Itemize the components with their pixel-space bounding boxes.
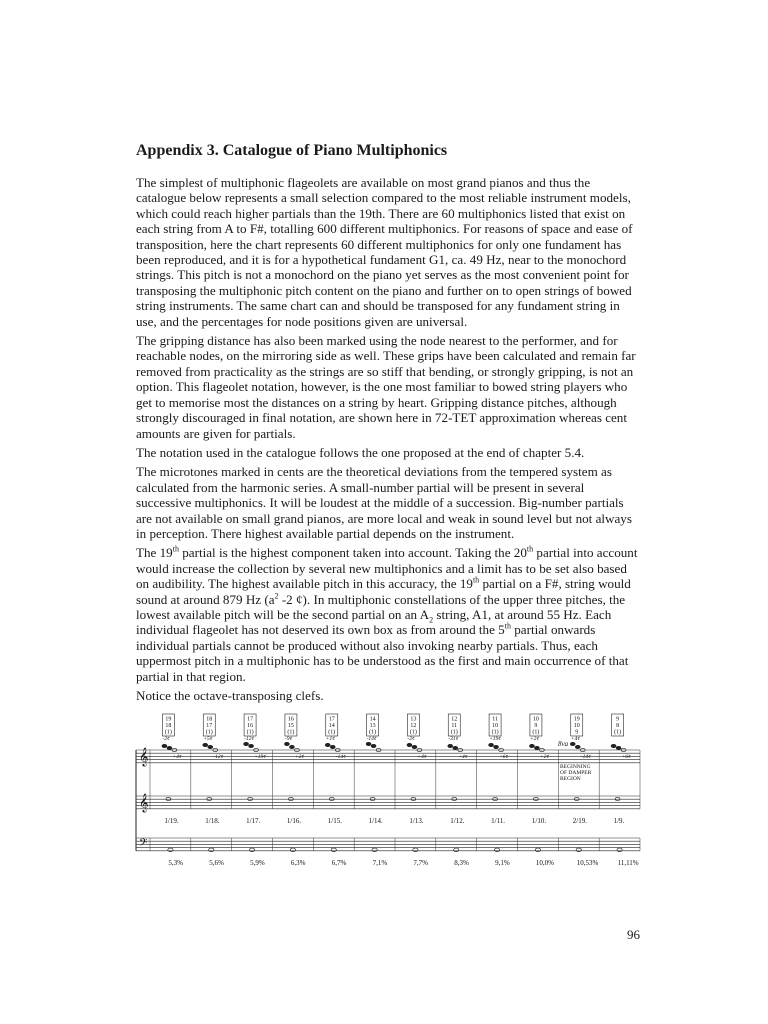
notehead [162, 744, 167, 747]
partial-number: 16 [287, 716, 294, 723]
paragraph-gripping: The gripping distance has also been marked using the node nearest to the performer, and for reachable nodes, on the mirroring side as well. These grips have been calculated and remain far removed from practicality as the strings are so stiff that bending, or strongly gripping, is not an option. This flageolet notation, however, is the one most familiar to bowed string players who get to memorise most the distances on a string by heart. Gripping distance pitches, although strongly discouraged in final notation, are shown here in 72-TET approximation whereas cent amounts are given for partials. [136, 333, 636, 441]
partial-box [326, 714, 338, 736]
page-number: 96 [627, 927, 640, 942]
bass-clef: 𝄢 [139, 836, 148, 851]
damper-label-line: REGION [560, 776, 581, 782]
appendix-heading: Appendix 3. Catalogue of Piano Multiphonics [136, 142, 448, 159]
partial-number: 13 [410, 716, 417, 723]
treble-clef: 𝄞 [139, 795, 149, 812]
partial-number: 18 [165, 723, 172, 730]
partial-number: 9 [575, 729, 579, 736]
partial-number: 18 [206, 716, 213, 723]
node-fraction: 2/19. [572, 817, 587, 825]
node-percentage: 10,0% [535, 859, 555, 867]
node-fraction: 1/10. [531, 817, 547, 825]
node-percentage: 6,3% [290, 859, 306, 867]
partial-number: (1) [409, 729, 417, 736]
partial-number: (1) [246, 729, 254, 736]
partial-number: 10 [573, 723, 580, 730]
partial-box [612, 714, 624, 736]
cent-deviation: +2¢ [529, 736, 540, 742]
partial-number: 17 [206, 723, 213, 730]
node-percentage: 6,7% [331, 859, 347, 867]
ottava-marking: 8va [558, 740, 569, 748]
partial-number: 9 [616, 716, 620, 723]
node-percentage: 10,53% [576, 859, 599, 867]
partial-number: 11 [492, 716, 498, 723]
node-fraction: 1/14. [368, 817, 383, 825]
node-percentage: 11,11% [617, 859, 639, 867]
paragraph-partials: The 19th partial is the highest component taken into account. Taking the 20th partial into account would increase the collection by several new multiphonics and a limit has to be set also based on audibility. The highest available pitch in this accuracy, the 19th partial on a F#, string would sound at around 879 Hz ($a^2$ -2 ¢). In multiphonic constellations of the upper three pitches, the lowest available pitch will be the second partial on an $A_2$ string, A1, at around 55 Hz. Each individual flageolet has not deserved its own box as from around the 5th partial onwards individual partials cannot be produced without also invoking nearby partials. Thus, each uppermost pitch in a multiphonic has to be understood as the first and main occurrence of that partial in that region. [136, 544, 638, 684]
treble-clef-8va: 𝄞 [139, 749, 149, 766]
notehead [330, 745, 335, 748]
cent-deviation: -14¢ [580, 754, 591, 760]
cent-deviation: -12¢ [244, 736, 255, 742]
clefs [139, 748, 148, 851]
notehead [448, 744, 453, 747]
notehead [407, 743, 412, 746]
multiphonics-notation [130, 710, 644, 872]
node-fraction: 1/15. [327, 817, 342, 825]
partial-box [285, 714, 297, 736]
partial-number: (1) [369, 729, 377, 736]
paragraph-intro: The simplest of multiphonic flageolets are available on most grand pianos and thus the catalogue below represents a small selection compared to the most reliable instrument models, which could reach higher partials than the 19th. There are 60 multiphonics listed that exist on each string from A to F#, totalling 600 different multiphonics. For reasons of space and ease of transposition, here the chart represents 60 different multiphonics for only one fundament has been reproduced, and it is for a hypothetical fundament G1, ca. 49 Hz, near to the monochord strings. This pitch is not a monochord on the piano yet serves as the most convenient point for transposing the multiphonic pitch content on the piano and further on to open strings of bowed string instruments. The same chart can and should be transposed for any fundament string in use, and the percentages for node positions given are universal. [136, 175, 633, 329]
cent-deviation: +19¢ [489, 736, 502, 742]
node-fraction: 1/13. [409, 817, 424, 825]
node-fraction: 1/18. [205, 817, 220, 825]
paragraph-microtones: The microtones marked in cents are the theoretical deviations from the tempered system as calculated from the harmonic series. A small-number partial will be present in several successive multiphonics. It will be loudest at the middle of a succession. Big-number partials are not available on small grand pianos, are more local and weak in sound level but not always in perception. There highest available partial depends on the instrument. [136, 464, 632, 541]
cent-deviation: +4¢ [458, 754, 468, 760]
partial-number: (1) [532, 729, 540, 736]
cent-deviation: +2¢ [539, 754, 550, 760]
partial-boxes [162, 714, 623, 736]
notehead [249, 744, 254, 747]
partial-number: 19 [165, 716, 172, 723]
partial-box [244, 714, 256, 736]
partial-box [448, 714, 460, 736]
cent-deviation: -31¢ [448, 736, 459, 742]
partial-box [571, 714, 583, 736]
notehead [535, 746, 540, 749]
node-fraction: 1/11. [491, 817, 506, 825]
partial-number: 12 [451, 716, 458, 723]
partial-number: 10 [532, 716, 539, 723]
notehead [570, 742, 575, 745]
node-fraction: 1/16. [286, 817, 302, 825]
cent-deviation: -2¢ [407, 736, 415, 742]
paragraph-clefs: Notice the octave-transposing clefs. [136, 688, 324, 703]
notehead [371, 744, 376, 747]
paragraph-notation: The notation used in the catalogue follows the one proposed at the end of chapter 5.4. [136, 444, 585, 460]
node-fraction: 1/9. [613, 817, 625, 825]
cent-deviation: -14¢ [335, 754, 346, 760]
cent-deviation: +4¢ [172, 754, 182, 760]
partial-number: 17 [328, 716, 335, 723]
cent-deviation: -12¢ [213, 754, 224, 760]
node-fractions [164, 817, 624, 825]
notehead [285, 742, 290, 745]
notehead [208, 745, 213, 748]
cent-deviation: -9¢ [284, 736, 293, 742]
damper-region-label [560, 764, 592, 782]
partial-box [489, 714, 501, 736]
notehead [325, 743, 330, 746]
partial-number: 10 [492, 723, 499, 730]
partial-number: 13 [369, 723, 376, 730]
notehead [611, 744, 616, 747]
partial-box [407, 714, 419, 736]
cent-deviation: +4¢ [417, 754, 427, 760]
damper-label-line: BEGINNING [560, 764, 591, 770]
partial-number: 15 [287, 723, 294, 730]
notehead [616, 746, 621, 749]
notehead [453, 746, 458, 749]
partial-number: (1) [450, 729, 458, 736]
cent-deviation: +4¢ [570, 736, 580, 742]
notehead [203, 743, 208, 746]
notehead [530, 744, 535, 747]
cent-deviation: +1¢ [325, 736, 335, 742]
node-fraction: 1/17. [246, 817, 261, 825]
partial-number: (1) [287, 729, 295, 736]
partial-number: (1) [614, 729, 622, 736]
cent-deviation: -14¢ [366, 736, 377, 742]
partial-number: 14 [369, 716, 376, 723]
notehead [494, 745, 499, 748]
partial-number: (1) [328, 729, 336, 736]
notehead [575, 745, 580, 748]
cent-deviation: +6¢ [621, 754, 631, 760]
cent-deviation: +19¢ [254, 754, 267, 760]
notehead [366, 742, 371, 745]
partial-number: 12 [410, 723, 417, 730]
partial-number: 14 [328, 723, 335, 730]
partial-number: (1) [491, 729, 499, 736]
cent-deviation: +2¢ [294, 754, 305, 760]
damper-label-line: OF DAMPER [560, 770, 592, 776]
cent-deviation: +5¢ [203, 736, 213, 742]
node-percentage: 5,6% [209, 859, 224, 867]
partial-box [530, 714, 542, 736]
node-percentages [168, 859, 638, 867]
node-fraction: 1/12. [450, 817, 465, 825]
notehead [167, 746, 172, 749]
partial-number: (1) [205, 729, 213, 736]
partial-number: 19 [573, 716, 580, 723]
node-percentage: 5,9% [250, 859, 265, 867]
node-percentage: 7,7% [413, 859, 429, 867]
notehead [244, 742, 249, 745]
partial-number: 8 [616, 723, 620, 730]
partial-number: 11 [451, 723, 458, 730]
node-fraction: 1/19. [164, 817, 179, 825]
body-text [136, 175, 641, 707]
notehead [489, 743, 494, 746]
node-percentage: 9,1% [495, 859, 510, 867]
partial-number: 17 [247, 716, 254, 723]
notehead [290, 745, 295, 748]
partial-box [162, 714, 174, 736]
node-percentage: 5,3% [168, 859, 184, 867]
partial-number: 9 [534, 723, 538, 730]
cent-deviation: -2¢ [162, 736, 170, 742]
partial-box [203, 714, 215, 736]
partial-number: 16 [247, 723, 254, 730]
partial-number: (1) [164, 729, 172, 736]
node-percentage: 7,1% [372, 859, 388, 867]
notehead [412, 745, 417, 748]
cent-deviation: +6¢ [499, 754, 509, 760]
partial-box [367, 714, 379, 736]
node-percentage: 8,3% [454, 859, 469, 867]
